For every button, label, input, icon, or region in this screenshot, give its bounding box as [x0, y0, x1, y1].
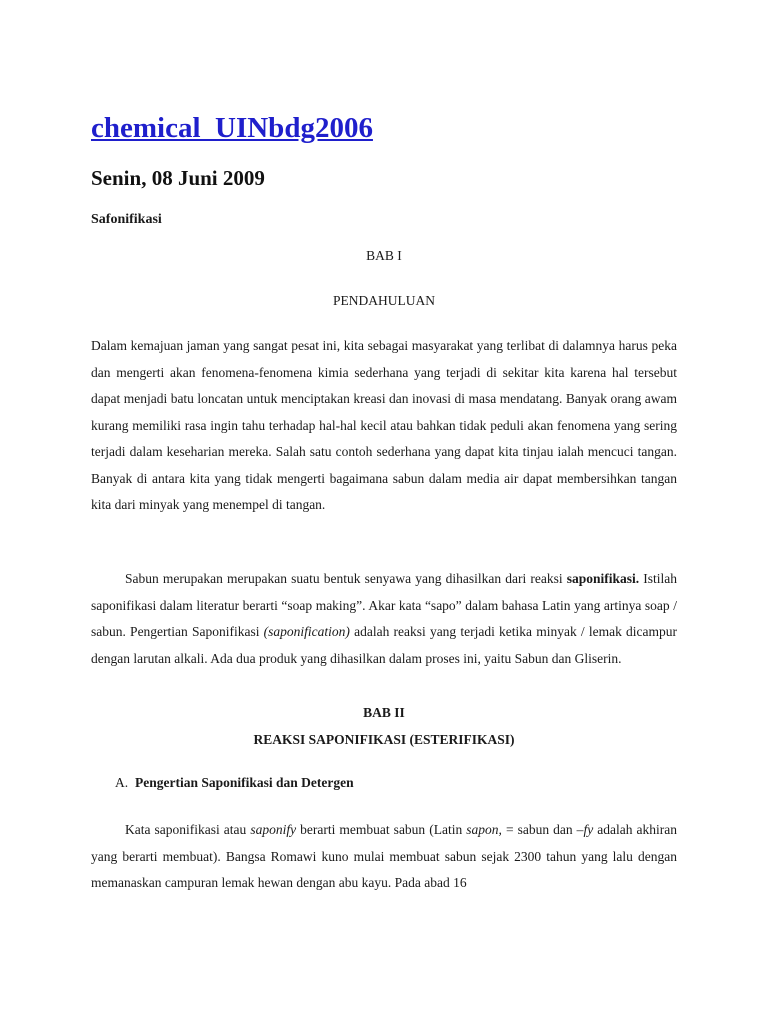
- sabun-paragraph-text-3: adalah reaksi yang terjadi ketika minyak / lemak dicampur dengan larutan alkali. Ada dua produk yang dihasilkan dalam proses ini, yaitu Sabun dan Gliserin.: [91, 624, 677, 666]
- chapter-1-label: BAB I: [366, 248, 402, 263]
- saponifikasi-definition-paragraph: [91, 817, 677, 897]
- saponification-term: (saponification): [263, 624, 350, 639]
- sabun-paragraph-text-2: Istilah saponifikasi dalam literatur berarti “soap making”. Akar kata “sapo” dalam bahasa Latin yang artinya soap / sabun. Pengertian Saponifikasi: [91, 571, 677, 639]
- post-title: Safonifikasi: [91, 212, 162, 227]
- chapter-1-name: PENDAHULUAN: [333, 293, 435, 308]
- intro-paragraph: Dalam kemajuan jaman yang sangat pesat ini, kita sebagai masyarakat yang terlibat di dalamnya harus peka dan mengerti akan fenomena-fenomena kimia sederhana yang terjadi di sekitar kita karena hal tersebut dapat menjadi batu loncatan untuk menciptakan kreasi dan inovasi di masa mendatang. Banyak orang awam kurang memiliki rasa ingin tahu terhadap hal-hal kecil atau bahkan tidak peduli akan fenomena yang sering terjadi dalam keseharian mereka. Salah satu contoh sederhana yang dapat kita tinjau ialah mencuci tangan. Banyak di antara kita yang tidak mengerti bagaimana sabun dalam media air dapat membersihkan tangan kita dari minyak yang menempel di tangan.: [91, 338, 677, 512]
- section-a-letter: A.: [115, 775, 129, 790]
- definition-text-1: Kata saponifikasi atau: [125, 822, 251, 837]
- sabun-paragraph: [91, 566, 677, 672]
- definition-text-3: = sabun dan –: [501, 822, 584, 837]
- definition-text-2: berarti membuat sabun (Latin: [296, 822, 467, 837]
- saponifikasi-term: saponifikasi.: [566, 571, 640, 586]
- chapter-2-name: REAKSI SAPONIFIKASI (ESTERIFIKASI): [253, 732, 515, 747]
- saponify-term: saponify: [250, 822, 297, 837]
- blog-title-link[interactable]: chemical_UINbdg2006: [91, 112, 373, 144]
- post-date: Senin, 08 Juni 2009: [91, 166, 265, 190]
- sabun-paragraph-text-1: Sabun merupakan merupakan suatu bentuk senyawa yang dihasilkan dari reaksi: [125, 571, 567, 586]
- section-a-heading: [115, 775, 354, 791]
- section-a-title: Pengertian Saponifikasi dan Detergen: [135, 775, 354, 790]
- sapon-term: sapon,: [466, 822, 502, 837]
- chapter-2-label: BAB II: [363, 705, 405, 720]
- fy-term: fy: [583, 822, 594, 837]
- definition-text-4: adalah akhiran yang berarti membuat). Bangsa Romawi kuno mulai membuat sabun sejak 2300 tahun yang lalu dengan memanaskan campuran lemak hewan dengan abu kayu. Pada abad 16: [91, 822, 677, 890]
